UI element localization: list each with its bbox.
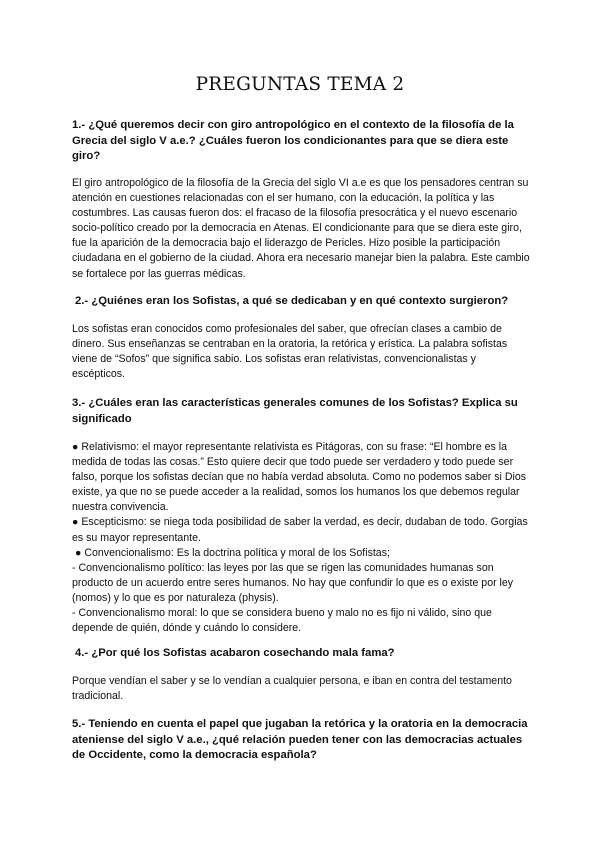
list-item-convencionalismo: ● Convencionalismo: Es la doctrina política y moral de los Sofistas; <box>75 546 390 559</box>
question-5: 5.- Teniendo en cuenta el papel que jugaban la retórica y la oratoria en la democracia ateniense del siglo V a.e., ¿qué relación pueden tener con las democracias actuales de Occidente, como la democracia española? <box>72 718 528 761</box>
question-3: 3.- ¿Cuáles eran las características generales comunes de los Sofistas? Explica su significado <box>72 397 518 425</box>
question-1: 1.- ¿Qué queremos decir con giro antropológico en el contexto de la filosofía de la Grecia del siglo V a.e.? ¿Cuáles fueron los condicionantes para que se diera este giro? <box>72 119 514 162</box>
list-item-convencionalismo-moral: - Convencionalismo moral: lo que se considera bueno y malo no es fijo ni válido, sino que depende de quién, dónde y cuándo lo considere. <box>72 607 492 635</box>
answer-4: Porque vendían el saber y se lo vendían a cualquier persona, e iban en contra del testamento tradicional. <box>72 675 512 703</box>
answer-2: Los sofistas eran conocidos como profesionales del saber, que ofrecían clases a cambio de dinero. Sus enseñanzas se centraban en la oratoria, la retórica y erística. La palabra sofistas viene de “Sofos” que significa sabio. Los sofistas eran relativistas, convencionalistas y escépticos. <box>72 323 508 381</box>
page-title: PREGUNTAS TEMA 2 <box>195 74 405 95</box>
question-2: 2.- ¿Quiénes eran los Sofistas, a qué se dedicaban y en qué contexto surgieron? <box>75 295 509 307</box>
list-item-escepticismo: ● Escepticismo: se niega toda posibilidad de saber la verdad, es decir, dudaban de todo. Gorgias es su mayor representante. <box>72 516 528 544</box>
list-item-convencionalismo-politico: - Convencionalismo político: las leyes por las que se rigen las comunidades humanas son producto de un acuerdo entre seres humanos. No hay que confundir lo que es o existe por ley (nomos) y lo que es por naturaleza (physis). <box>72 561 514 604</box>
answer-3-list <box>72 440 530 636</box>
question-4: 4.- ¿Por qué los Sofistas acabaron cosechando mala fama? <box>75 647 395 659</box>
list-item-relativismo: ● Relativismo: el mayor representante relativista es Pitágoras, con su frase: “El hombre es la medida de todas las cosas.” Esto quiere decir que todo puede ser verdadero y todo puede ser falso, porque los sofistas decían que no había verdad absoluta. Como no podemos saber si Dios existe, ya que no se puede acceder a la realidad, somos los humanos los que debemos regular nuestra convivencia. <box>72 441 527 514</box>
answer-1: El giro antropológico de la filosofía de la Grecia del siglo VI a.e es que los pensadores centran su atención en cuestiones relacionadas con el ser humano, con la educación, la política y las costumbres. Las causas fueron dos: el fracaso de la filosofía presocrática y el nuevo escenario socio-político creado por la democracia en Atenas. El condicionante para que se diera este giro, fue la aparición de la democracia bajo el liderazgo de Pericles. Hizo posible la participación ciudadana en el gobierno de la ciudad. Ahora era necesario manejar bien la palabra. Este cambio se fortalece por las guerras médicas. <box>72 177 530 280</box>
